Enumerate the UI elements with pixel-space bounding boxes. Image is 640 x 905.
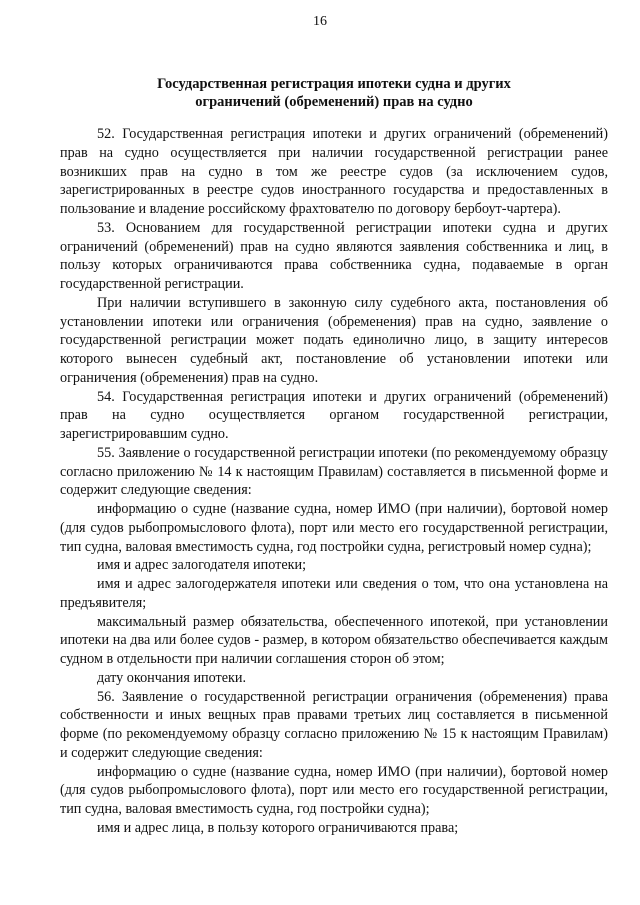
list-item-mortgagee: имя и адрес залогодержателя ипотеки или сведения о том, что она установлена на предъявителя; [60,576,608,611]
list-item-beneficiary: имя и адрес лица, в пользу которого ограничиваются права; [97,819,459,836]
document-body [60,125,608,838]
paragraph-52: 52. Государственная регистрация ипотеки и других ограничений (обременений) прав на судно осуществляется при наличии государственной регистрации ранее возникших прав на судно в том же реестре судов (за исключением судов, зарегистрированных в реестре судов иностранного государства и предоставленных в пользование и владение российскому фрахтователю по договору бербоут-чартера). [60,126,608,217]
list-item-max-obligation: максимальный размер обязательства, обеспеченного ипотекой, при установлении ипотеки на два или более судов - размер, в котором обязательство обеспечивается каждым судном в отдельности при наличии соглашения сторон об этом; [60,613,608,667]
list-item-vessel-info: информацию о судне (название судна, номер ИМО (при наличии), бортовой номер (для судов рыбопромыслового флота), порт или место его государственной регистрации, тип судна, валовая вместимость судна, год постройки судна, регистровый номер судна); [60,501,608,555]
section-title-line-1: Государственная регистрация ипотеки судна и других [157,76,511,92]
paragraph-53-court-act: При наличии вступившего в законную силу судебного акта, постановления об установлении ипотеки или ограничения (обременения) прав на судно, заявление о государственной регистрации может подать единолично лицо, в защиту интересов которого вынесен судебный акт, постановление об установлении ипотеки или ограничения (обременения) прав на судно. [60,294,608,386]
section-title [60,75,608,111]
paragraph-56: 56. Заявление о государственной регистрации ограничения (обременения) права собственности и иных вещных прав правами третьих лиц составляется в письменной форме (по рекомендуемому образцу согласно приложению № 15 к настоящим Правилам) и содержит следующие сведения: [60,688,608,761]
list-item-mortgage-end-date: дату окончания ипотеки. [97,669,247,686]
paragraph-53: 53. Основанием для государственной регистрации ипотеки судна и других ограничений (обременений) прав на судно являются заявления собственника и лиц, в пользу которых ограничиваются права собственника судна, подаваемые в орган государственной регистрации. [60,219,608,292]
list-item-mortgagor: имя и адрес залогодателя ипотеки; [97,557,307,574]
section-title-line-2: ограничений (обременений) прав на судно [195,94,473,110]
page-number: 16 [313,14,327,29]
list-item-vessel-info-2: информацию о судне (название судна, номер ИМО (при наличии), бортовой номер (для судов рыбопромыслового флота), порт или место его государственной регистрации, тип судна, валовая вместимость судна, год постройки судна); [60,763,608,817]
paragraph-55: 55. Заявление о государственной регистрации ипотеки (по рекомендуемому образцу согласно приложению № 14 к настоящим Правилам) составляется в письменной форме и содержит следующие сведения: [60,444,608,499]
paragraph-54: 54. Государственная регистрация ипотеки и других ограничений (обременений) прав на судно осуществляется органом государственной регистрации, зарегистрировавшим судно. [60,388,608,442]
